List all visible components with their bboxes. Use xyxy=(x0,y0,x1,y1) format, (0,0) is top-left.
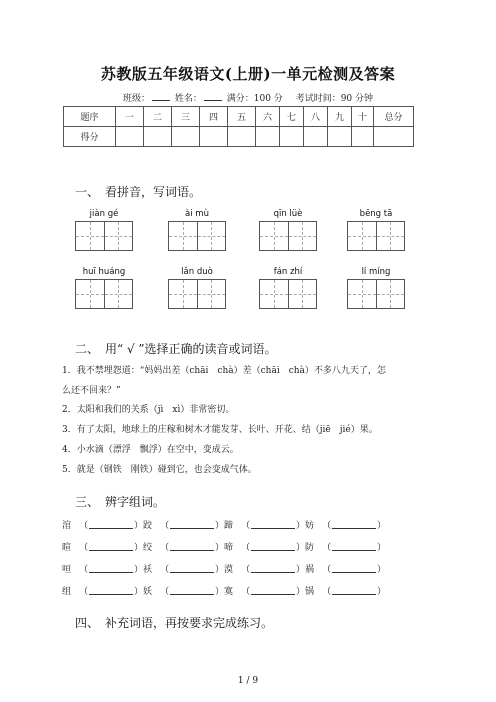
score-input-cell[interactable] xyxy=(200,127,228,147)
tianzige-grid[interactable] xyxy=(259,221,317,251)
score-cell: 六 xyxy=(256,107,280,127)
score-input-cell[interactable] xyxy=(116,127,144,147)
question-line: 5．就是（钢铁 刚铁）碰到它，也会变成气体。 xyxy=(62,465,257,475)
word-char: 跤 xyxy=(143,521,153,531)
word-row: 暄 （ ） 绞 （ ） 啼 （ ） 防 （ ） xyxy=(62,540,386,553)
score-cell: 题序 xyxy=(64,107,116,127)
word-blank[interactable] xyxy=(332,586,376,595)
score-input-cell[interactable] xyxy=(352,127,374,147)
tianzige-grid[interactable] xyxy=(347,221,405,251)
word-row: 咺 （ ） 袄 （ ） 漠 （ ） 祸 （ ） xyxy=(62,562,386,575)
pinyin-item xyxy=(256,209,320,251)
name-label: 姓名： xyxy=(174,94,202,104)
page-title: 苏教版五年级语文(上册)一单元检测及答案 xyxy=(100,65,396,83)
pinyin-item xyxy=(165,267,229,309)
word-blank[interactable] xyxy=(89,564,133,573)
word-char: 啼 xyxy=(224,543,234,553)
pinyin-text: bēng tā xyxy=(359,209,393,219)
tianzige-grid[interactable] xyxy=(168,221,226,251)
score-row-label: 得分 xyxy=(64,127,116,147)
score-cell: 五 xyxy=(228,107,256,127)
pinyin-item xyxy=(165,209,229,251)
question-line: 4．小水滴（漂浮 飘浮）在空中，变成云。 xyxy=(62,445,239,455)
word-char: 绞 xyxy=(143,543,153,553)
section-number: 一、 xyxy=(75,185,100,199)
pinyin-item xyxy=(344,267,408,309)
word-blank[interactable] xyxy=(332,520,376,529)
score-cell: 九 xyxy=(328,107,352,127)
exam-time: 考试时间：90 分钟 xyxy=(295,94,374,104)
pinyin-text: ài mù xyxy=(185,209,209,219)
score-cell: 八 xyxy=(304,107,328,127)
score-cell: 二 xyxy=(144,107,172,127)
tianzige-grid[interactable] xyxy=(168,279,226,309)
score-table xyxy=(63,106,414,147)
score-cell: 总分 xyxy=(374,107,414,127)
score-input-cell[interactable] xyxy=(256,127,280,147)
word-blank[interactable] xyxy=(170,542,214,551)
section-2-heading xyxy=(75,340,277,357)
word-blank[interactable] xyxy=(251,520,295,529)
tianzige-grid[interactable] xyxy=(75,279,133,309)
word-row: 组 （ ） 妖 （ ） 寞 （ ） 锅 （ ） xyxy=(62,584,386,597)
full-score: 满分：100 分 xyxy=(226,94,283,104)
word-char: 防 xyxy=(305,543,315,553)
pinyin-text: lí míng xyxy=(361,267,391,277)
score-input-cell[interactable] xyxy=(374,127,414,147)
word-blank[interactable] xyxy=(332,564,376,573)
page-number: 1 / 9 xyxy=(237,676,259,686)
pinyin-item xyxy=(256,267,320,309)
section-number: 四、 xyxy=(75,616,100,630)
score-cell: 四 xyxy=(200,107,228,127)
section-3-heading xyxy=(75,493,165,510)
pinyin-item xyxy=(72,209,136,251)
word-blank[interactable] xyxy=(251,586,295,595)
score-input-cell[interactable] xyxy=(304,127,328,147)
question-line: 2．太阳和我们的关系（jì xì）非常密切。 xyxy=(62,405,235,415)
score-cell: 一 xyxy=(116,107,144,127)
score-input-cell[interactable] xyxy=(280,127,304,147)
tianzige-grid[interactable] xyxy=(259,279,317,309)
word-char: 蹄 xyxy=(224,521,234,531)
word-blank[interactable] xyxy=(170,520,214,529)
question-line: 么还不回来？” xyxy=(62,386,121,396)
score-input-cell[interactable] xyxy=(144,127,172,147)
question-line: 1．我不禁埋怨道：“妈妈出差（chāi chà）差（chāi chà）不多八九天了，怎 xyxy=(62,366,386,376)
word-char: 漠 xyxy=(224,565,234,575)
exam-info xyxy=(0,91,496,104)
score-cell: 七 xyxy=(280,107,304,127)
tianzige-grid[interactable] xyxy=(347,279,405,309)
word-char: 寞 xyxy=(224,587,234,597)
name-blank[interactable] xyxy=(204,92,222,101)
pinyin-text: jiàn gé xyxy=(89,209,119,219)
word-char: 咺 xyxy=(62,565,72,575)
word-char: 涫 xyxy=(62,521,72,531)
word-char: 祸 xyxy=(305,565,315,575)
pinyin-text: fán zhí xyxy=(273,267,303,277)
section-number: 二、 xyxy=(75,342,100,356)
tianzige-grid[interactable] xyxy=(75,221,133,251)
class-label: 班级： xyxy=(122,94,150,104)
word-char: 暄 xyxy=(62,543,72,553)
word-char: 袄 xyxy=(143,565,153,575)
score-input-cell[interactable] xyxy=(328,127,352,147)
score-header-row xyxy=(64,107,414,127)
word-char: 组 xyxy=(62,587,72,597)
section-title: 看拼音，写词语。 xyxy=(105,185,202,199)
pinyin-item xyxy=(72,267,136,309)
word-blank[interactable] xyxy=(170,586,214,595)
section-1-heading xyxy=(75,183,201,200)
pinyin-text: qīn lüè xyxy=(273,209,303,219)
word-blank[interactable] xyxy=(89,586,133,595)
class-blank[interactable] xyxy=(152,92,170,101)
score-input-cell[interactable] xyxy=(228,127,256,147)
pinyin-item xyxy=(344,209,408,251)
pinyin-text: huī huáng xyxy=(82,267,126,277)
word-char: 妨 xyxy=(305,521,315,531)
word-blank[interactable] xyxy=(170,564,214,573)
score-value-row xyxy=(64,127,414,147)
section-number: 三、 xyxy=(75,495,100,509)
word-blank[interactable] xyxy=(332,542,376,551)
word-char: 妖 xyxy=(143,587,153,597)
question-line: 3．有了太阳，地球上的庄稼和树木才能发芽、长叶、开花、结（jiē jié）果。 xyxy=(62,425,378,435)
section-title: 辨字组词。 xyxy=(105,495,166,509)
word-blank[interactable] xyxy=(251,564,295,573)
score-input-cell[interactable] xyxy=(172,127,200,147)
pinyin-text: lǎn duò xyxy=(181,267,213,277)
score-cell: 十 xyxy=(352,107,374,127)
word-blank[interactable] xyxy=(89,542,133,551)
word-blank[interactable] xyxy=(89,520,133,529)
word-char: 锅 xyxy=(305,587,315,597)
score-cell: 三 xyxy=(172,107,200,127)
word-blank[interactable] xyxy=(251,542,295,551)
section-4-heading xyxy=(75,614,273,631)
section-title: 补充词语，再按要求完成练习。 xyxy=(105,616,274,630)
section-title: 用“ √ ”选择正确的读音或词语。 xyxy=(105,342,277,356)
word-row: 涫 （ ） 跤 （ ） 蹄 （ ） 妨 （ ） xyxy=(62,518,386,531)
